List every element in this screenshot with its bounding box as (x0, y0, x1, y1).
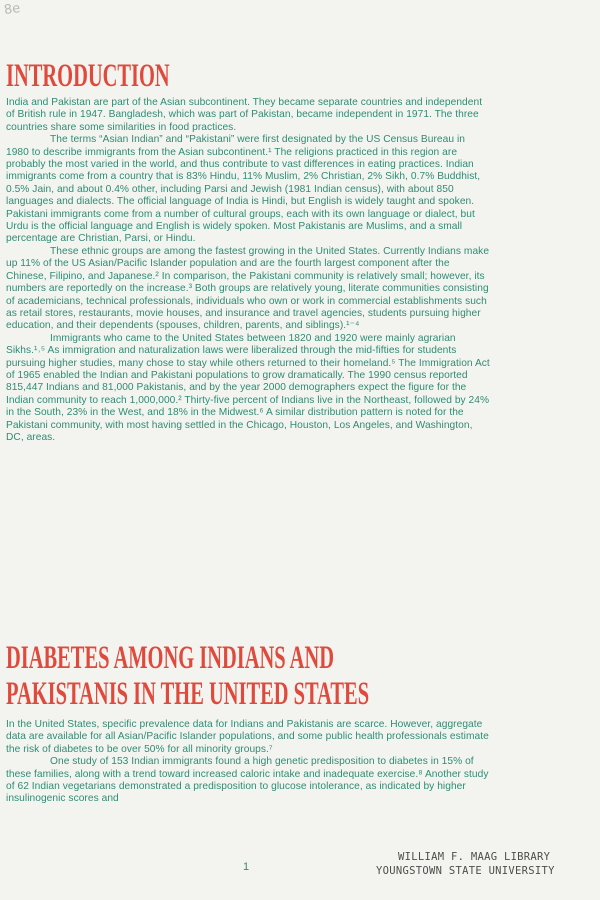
introduction-body (6, 97, 490, 444)
page-number: 1 (243, 861, 250, 873)
diabetes-paragraph-2: One study of 153 Indian immigrants found a high genetic predisposition to diabetes in 15% of these families, along with a trend toward increased caloric intake and inadequate exercise.⁸ Another study of 62 Indian vegetarians demonstrated a predisposition to glucose intolerance, as indicated by higher insulinogenic scores and (6, 756, 489, 805)
intro-paragraph-4: Immigrants who came to the United States between 1820 and 1920 were mainly agrarian Sikhs.¹˒⁵ As immigration and naturalization laws were liberalized through the mid-fifties for students pursuing higher studies, many chose to stay while others returned to their homeland.⁵ The Immigration Act of 1965 enabled the Indian and Pakistani populations to grow dramatically. The 1990 census reported 815,447 Indians and 81,000 Pakistanis, and by the year 2000 demographers expect the figure for the Indian community to reach 1,000,000.² Thirty-five percent of Indians live in the Northeast, followed by 24% in the South, 23% in the West, and 18% in the Midwest.⁶ A similar distribution pattern is noted for the Pakistani community, with most having settled in the Chicago, Houston, Los Angeles, and Washington, DC, areas. (6, 332, 490, 443)
intro-paragraph-1: India and Pakistan are part of the Asian subcontinent. They became separate countries and independent of British rule in 1947. Bangladesh, which was part of Pakistan, became independent in 1971. The three countries share some similarities in food practices. (6, 97, 483, 133)
corner-mark: 8e (3, 0, 22, 19)
intro-paragraph-3: These ethnic groups are among the fastest growing in the United States. Currently Indians make up 11% of the US Asian/Pacific Islander population and are the fourth largest component after the Chinese, Filipino, and Japanese.² In comparison, the Pakistani community is relatively small; however, its numbers are reportedly on the increase.³ Both groups are relatively young, literate communities consisting of academicians, technical professionals, individuals who own or work in commercial establishments such as retail stores, restaurants, movie houses, and insurance and travel agencies, students pursuing higher education, and their dependents (spouses, children, parents, and siblings).¹⁻⁴ (6, 245, 490, 332)
diabetes-heading-line-1: DIABETES AMONG INDIANS AND (6, 640, 334, 676)
diabetes-heading-line-2: PAKISTANIS IN THE UNITED STATES (6, 676, 370, 712)
library-stamp-line-1: WILLIAM F. MAAG LIBRARY (398, 851, 551, 863)
library-stamp (376, 850, 555, 878)
intro-paragraph-2: The terms “Asian Indian” and “Pakistani” were first designated by the US Census Bureau in 1980 to describe immigrants from the Asian subcontinent.¹ The religions practiced in this region are probably the most varied in the world, and thus contribute to vast differences in eating practices. Indian immigrants come from a country that is 83% Hindu, 11% Muslim, 2% Christian, 2% Sikh, 0.7% Buddhist, 0.5% Jain, and about 0.4% other, including Parsi and Jewish (1981 Indian census), with about 850 languages and dialects. The official language of India is Hindi, but English is widely taught and spoken. Pakistani immigrants come from a number of cultural groups, each with its own language or dialect, but Urdu is the official language and English is widely spoken. Most Pakistanis are Muslims, and a small percentage are Christian, Parsi, or Hindu. (6, 134, 481, 245)
diabetes-paragraph-1: In the United States, specific prevalence data for Indians and Pakistanis are scarce. However, aggregate data are available for all Asian/Pacific Islander populations, and some public health professionals estimate the risk of diabetes to be over 50% for all minority groups.⁷ (6, 719, 489, 755)
diabetes-heading (6, 640, 369, 712)
library-stamp-line-2: YOUNGSTOWN STATE UNIVERSITY (376, 865, 555, 877)
introduction-heading: INTRODUCTION (6, 58, 170, 94)
diabetes-body (6, 719, 490, 806)
